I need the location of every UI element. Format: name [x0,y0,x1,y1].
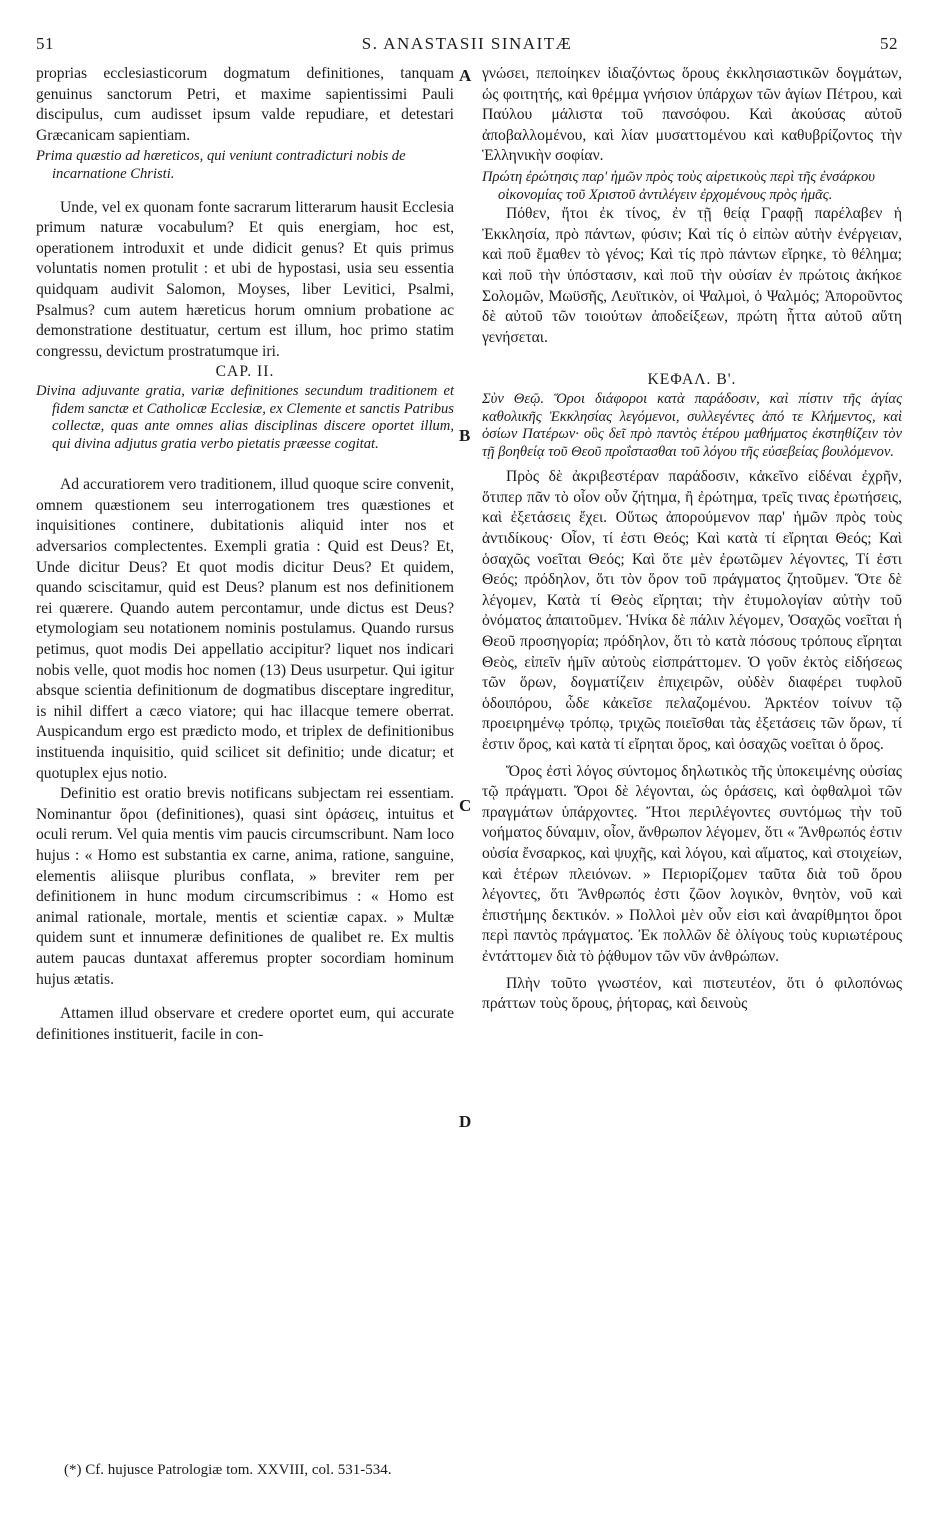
latin-column [36,64,454,1045]
greek-paragraph-5: Πλὴν τοῦτο γνωστέον, καὶ πιστευτέον, ὅτι ὁ φιλοπόνως πράττων τοὺς ὅρους, ῥήτορας, καὶ δεινοὺς [482,974,902,1013]
greek-paragraph-2: Πόθεν, ἤτοι ἐκ τίνος, ἐν τῇ θείᾳ Γραφῇ παρέλαβεν ἡ Ἐκκλησία, πρὸ πάντων, φύσιν; Καὶ τίς ὁ εἰπὼν αὐτὴν ἐνέργειαν, καὶ ποῦ ἔμαθεν τὸ γένος; Καὶ τίς πρὸ πάντων εἴρηκε, τὸ θέλημα; καὶ ποῦ τὴν ὑπόστασιν, καὶ ποῦ τὴν οὐσίαν ἐν πρώτοις ἀκήκοε Σολομῶν, Μωϋσῆς, Λευϊτικὸν, οἱ Ψαλμοὶ, ὁ Ψαλμός; Ἀποροῦντος δὲ αὐτοῦ τῶν τοιούτων ἀποδείξεων, πρώτη ἧττα αὐτοῦ αὕτη γενήσεται. [482,205,902,346]
greek-chapter-heading: ΚΕΦΑΛ. Β'. [647,371,737,389]
latin-paragraph-4: Definitio est oratio brevis notificans subjectam rei essentiam. Nominantur ὅροι (definitiones), quasi sint ὁράσεις, intuitus et oculi rerum. Vel quia mentis vim paucis circumscribunt. Nam loco hujus : « Homo est substantia ex carne, anima, ratione, sanguine, elementis aliisque pluribus conflata, » breviter rem per definitionem in hunc modum circumscribimus : « Homo est animal rationale, mortale, mentis et scientiæ capax. » Multæ quidem sunt et innumeræ definitiones de qualibet re. Ex multis autem paucas duntaxat afferemus propter socordiam hominum hujus ætatis. [36,785,454,988]
running-title: S. ANASTASII SINAITÆ [361,34,573,53]
greek-paragraph-3: Πρὸς δὲ ἀκριβεστέραν παράδοσιν, κἀκεῖνο εἰδέναι ἐχρῆν, ὅτιπερ πᾶν τὸ οἷον οὖν ζήτημα, ἢ ἐρώτημα, τρεῖς τινας ἐρωτήσεις, καὶ ἐξετάσεις ἔχει. Οὕτως ἀπορούμενον παρ' ἡμῶν πρὸς τοὺς ἀντιδίκους· Οἷον, τί ἐστι Θεός; Καὶ κατὰ τί εἴρηται Θεός; Καὶ ὁσαχῶς νοεῖται Θεός; Καὶ ὅτε μὲν ἐρωτῶμεν λέγοντες, Τί ἐστι Θεός; πρόδηλον, ὅτι τὸν ὅρον τοῦ πράγματος ζητοῦμεν. Ὅτε δὲ λέγομεν, Κατὰ τί Θεὸς εἴρηται; τὴν ἐτυμολογίαν αὐτὴν τοῦ ὀνόματος ἀπαιτοῦμεν. Ἡνίκα δὲ πάλιν λέγομεν, Ὁσαχῶς νοεῖται ἡ Θεοῦ προσηγορία; πρόδηλον, ὅτι τὸ κατὰ πόσους τρόπους εἴρηται Θεὸς, εἰπεῖν ἡμῖν αὐτοὺς εἰσπράττομεν. Ὁ γοῦν ἐκτὸς εἰδήσεως τῶν ὅρων, δογματίζειν ἐπιχειρῶν, οὐδὲν διαφέρει τυφλοῦ ὁδοιπόρου, ὧδε κἀκεῖσε πελαζομένου. Ἀρκτέον τοίνυν τῷ προειρημένῳ τρόπῳ, τριχῶς ποιεῖσθαι τὰς ἐξετάσεις τῶν ὅρων, τί ἐστιν ὅρος, καὶ κατὰ τί εἴρηται ὅρος, καὶ ὁσαχῶς νοεῖται ὁ ὅρος. [482,468,902,753]
greek-chapter-summary: Σὺν Θεῷ. Ὅροι διάφοροι κατὰ παράδοσιν, καὶ πίστιν τῆς ἁγίας καθολικῆς Ἐκκλησίας λεγόμενοι, συλλεγέντες ἀπό τε Κλήμεντος, καὶ ὁσίων Πατέρων· οὓς δεῖ πρὸ παντὸς ἑτέρου μαθήματος ἐκστηθίζειν τὸν τῇ βοηθείᾳ τοῦ Θεοῦ προΐστασθαι τοῦ λόγου τῆς εὐσεβείας βουλόμενον. [482,390,902,460]
latin-paragraph-3: Ad accuratiorem vero traditionem, illud quoque scire convenit, omnem quæstionem seu interrogationem tres quæstiones et inquisitiones continere, dubitationis aliquid inter nos et adversarios complectentes. Exempli gratia : Quid est Deus? Et, Unde dicitur Deus? Et quot modis dicitur Deus? Et quidem, quando sciscitamur, quid est Deus? planum est nos definitionem rei quærere. Quando autem percontamur, unde dictus est Deus? etymologiam seu notationem nominis postulamus. Quando rursus petimus, quot modis Dei appellatio accipitur? liquet nos indicari nobis velle, quot modis hoc nomen (13) Deus usurpetur. Qui igitur absque scientia definitionum de dogmatibus disceptare ingreditur, is nihil differt a cæco viatore; qui hac illacque temere oberrat. Auspicandum ergo est prædicto modo, et triplex de definitionibus instituenda inquisitio, quid scilicet sit definitio; unde dicatur; et quotuplex ejus notio. [36,476,454,782]
footnote: (*) Cf. hujusce Patrologiæ tom. XXVIII, col. 531-534. [64,1462,392,1478]
latin-paragraph-2: Unde, vel ex quonam fonte sacrarum litterarum hausit Ecclesia primum naturæ vocabulum? Et quis energiam, hoc est, operationem introduxit et unde didicit genus? Et quis primus voluntatis nomen protulit : et ubi de hypostasi, usia seu essentia quidquam audivit Salomon, Moyses, liber Levitici, Psalmi, Psalmus? cum autem hæreticus horum omnium probatione ac demonstratione destituatur, certum est illum, hoc primo statim congressu, devictum prostratumque iri. [36,198,454,360]
greek-paragraph-4: Ὅρος ἐστὶ λόγος σύντομος δηλωτικὸς τῆς ὑποκειμένης οὐσίας τῷ πράγματι. Ὅροι δὲ λέγονται, ὡς ὁράσεις, καὶ ὀφθαλμοὶ τῶν πραγμάτων ὑπάρχοντες. Ἤτοι περιλέγοντες συντόμως τὴν τοῦ νοήματος δύναμιν, οἷον, ἄνθρωπον λέγομεν, ὅτι « Ἄνθρωπός ἐστιν οὐσία ἔνσαρκος, καὶ ψυχῆς, καὶ λόγου, καὶ αἵματος, καὶ στοιχείων, καὶ ἑτέρων πλειόνων. » Περιορίζομεν ταῦτα διὰ τοῦ ὅρου λέγοντες, ὅτι Ἄνθρωπός ἐστι ζῶον λογικὸν, θνητὸν, νοῦ καὶ ἐπιστήμης δεκτικόν. » Πολλοὶ μὲν οὖν εἰσι καὶ ἀναρίθμητοι ὅροι περὶ παντὸς πράγματος. Ἐκ πολλῶν δὲ ὀλίγους τοὺς κυριωτέρους ἐντάττομεν διὰ τὸ ῥᾴθυμον τῶν νῦν ἀνθρώπων. [482,762,902,965]
latin-chapter-summary: Divina adjuvante gratia, variæ definitiones secundum traditionem et fidem sanctæ et Catholicæ Ecclesiæ, ex Clemente et sanctis Patribus collectæ, quas ante omnes alias disciplinas discere oportet illum, qui divina adjutus gratia verbo pietatis præesse cogitat. [36,382,454,452]
greek-column [482,64,902,1015]
margin-marker-b: B [459,426,471,445]
page-number-right: 52 [880,34,898,53]
page-number-left: 51 [36,34,54,53]
margin-marker-a: A [459,66,472,85]
latin-paragraph-1: proprias ecclesiasticorum dogmatum definitiones, tanquam genuinus sanctorum Petri, et maxime sapientissimi Pauli discipulus, cum audisset ipsum valde repudiare, et detestari Græcanicam sapientiam. [36,65,454,144]
greek-question-1: Πρώτη ἐρώτησις παρ' ἡμῶν πρὸς τοὺς αἱρετικοὺς περὶ τῆς ἐνσάρκου οἰκονομίας τοῦ Χριστοῦ ἀντιλέγειν ἐρχομένους πρὸς ἡμᾶς. [482,168,875,203]
margin-marker-d: D [459,1112,472,1131]
greek-paragraph-1: γνώσει, πεποίηκεν ἰδιαζόντως ὅρους ἐκκλησιαστικῶν δογμάτων, ὡς φοιτητής, καὶ θρέμμα γνήσιον ὑπάρχων τῶν ἁγίων Πέτρου, καὶ Παύλου μάλιστα τοῦ πανσόφου. Καὶ ἀκούσας αὐτοῦ ἀποβαλλομένου, καὶ λίαν μυσαττομένου καὶ καθυβρίζοντος τὴν Ἑλληνικὴν σοφίαν. [482,65,902,165]
latin-chapter-heading: CAP. II. [215,363,275,381]
latin-question-1: Prima quæstio ad hæreticos, qui veniunt contradicturi nobis de incarnatione Christi. [36,148,406,182]
latin-paragraph-5: Attamen illud observare et credere oportet eum, qui accurate definitiones instituerit, facile in con- [36,1005,454,1043]
margin-marker-c: C [459,796,472,815]
